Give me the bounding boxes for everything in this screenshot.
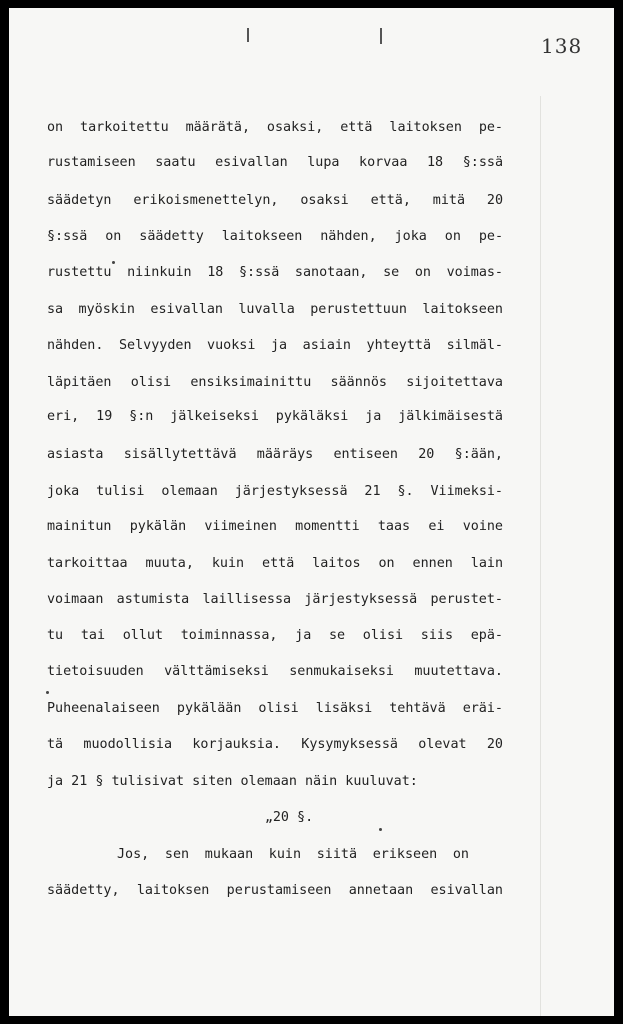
page-number: 138 (541, 34, 583, 58)
text-line: tu tai ollut toiminnassa, ja se olisi siis epä- (47, 628, 503, 643)
text-line: voimaan astumista laillisessa järjestyksessä perustet- (47, 592, 503, 607)
text-line: tarkoittaa muuta, kuin että laitos on ennen lain (47, 556, 503, 571)
text-line: asiasta sisällytettävä määräys entiseen 20 §:ään, (47, 447, 503, 462)
text-line: mainitun pykälän viimeinen momentti taas ei voine (47, 519, 503, 534)
ink-speck (46, 691, 49, 694)
text-line: eri, 19 §:n jälkeiseksi pykäläksi ja jälkimäisestä (47, 409, 503, 424)
text-line: on tarkoitettu määrätä, osaksi, että laitoksen pe- (47, 120, 503, 135)
document-page (9, 8, 614, 1016)
text-line: säädetty, laitoksen perustamiseen annetaan esivallan (47, 883, 503, 898)
ink-speck (112, 261, 115, 264)
body-text (9, 8, 614, 1016)
text-line: sa myöskin esivallan luvalla perustettuun laitokseen (47, 302, 503, 317)
text-line: säädetyn erikoismenettelyn, osaksi että, mitä 20 (47, 193, 503, 208)
paragraph-first-line: Jos, sen mukaan kuin siitä erikseen on (117, 847, 469, 862)
text-line: joka tulisi olemaan järjestyksessä 21 §. Viimeksi- (47, 484, 503, 499)
text-line: Puheenalaiseen pykälään olisi lisäksi tehtävä eräi- (47, 701, 503, 716)
text-line: nähden. Selvyyden vuoksi ja asiain yhteyttä silmäl- (47, 338, 503, 353)
text-line: rustettu niinkuin 18 §:ssä sanotaan, se on voimas- (47, 265, 503, 280)
section-heading: „20 §. (264, 810, 314, 825)
text-line: rustamiseen saatu esivallan lupa korvaa 18 §:ssä (47, 155, 503, 170)
text-line: ja 21 § tulisivat siten olemaan näin kuuluvat: (47, 774, 418, 789)
text-line: tä muodollisia korjauksia. Kysymyksessä olevat 20 (47, 737, 503, 752)
text-line: tietoisuuden välttämiseksi senmukaiseksi muutettava. (47, 664, 503, 679)
ink-speck (379, 828, 382, 831)
text-line: §:ssä on säädetty laitokseen nähden, joka on pe- (47, 229, 503, 244)
text-line: läpitäen olisi ensiksimainittu säännös sijoitettava (47, 375, 503, 390)
